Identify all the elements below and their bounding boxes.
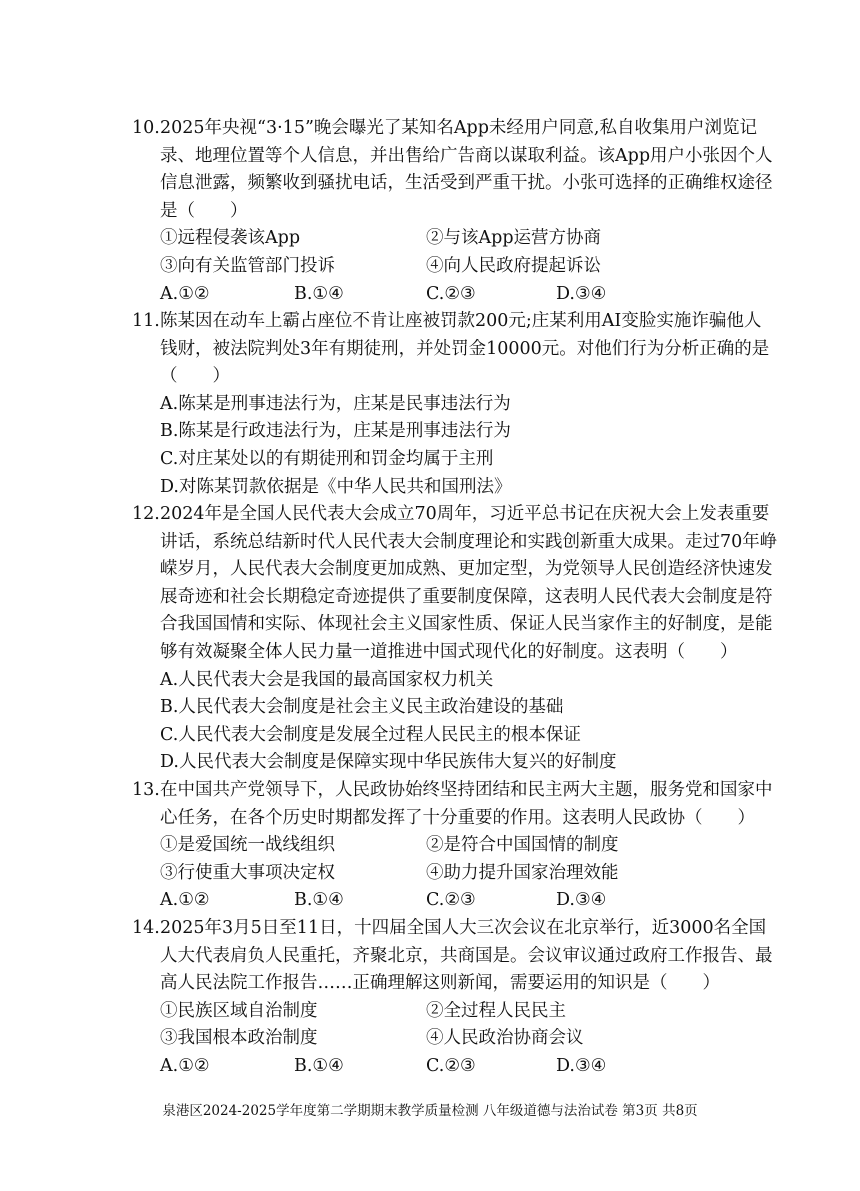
choice-d: D.③④	[556, 890, 607, 911]
question-number: 14.	[132, 918, 160, 938]
question-stem-line: 信息泄露，频繁收到骚扰电话，生活受到严重干扰。小张可选择的正确维权途径	[160, 173, 773, 194]
question-stem-line: 录、地理位置等个人信息，并出售给广告商以谋取利益。该App用户小张因个人	[160, 145, 773, 166]
choice-c: C.②③	[426, 283, 476, 304]
question-14	[132, 915, 822, 1081]
option-c: C.对庄某处以的有期徒刑和罚金均属于主刑	[160, 448, 494, 469]
question-stem-line: 2024年是全国人民代表大会成立70周年，习近平总书记在庆祝大会上发表重要	[160, 504, 770, 524]
statement-item: ③向有关监管部门投诉	[160, 255, 335, 276]
question-stem-line: 钱财，被法院判处3年有期徒刑，并处罚金10000元。对他们行为分析正确的是	[160, 338, 770, 359]
question-stem-line: 嵘岁月，人民代表大会制度更加成熟、更加定型，为党领导人民创造经济快速发	[160, 559, 773, 580]
choice-b: B.①④	[294, 890, 344, 911]
question-stem-line: 2025年3月5日至11日，十四届全国人大三次会议在北京举行，近3000名全国	[160, 918, 767, 938]
statement-item: ①远程侵袭该App	[160, 228, 301, 249]
statement-row	[132, 998, 822, 1026]
choice-row	[132, 281, 822, 309]
choice-row	[132, 1053, 822, 1081]
question-stem-line: 讲话，系统总结新时代人民代表大会制度理论和实践创新重大成果。走过70年峥	[160, 531, 778, 552]
question-number: 10.	[132, 118, 160, 138]
choice-a: A.①②	[160, 890, 210, 911]
question-number: 11.	[132, 311, 160, 331]
question-13	[132, 777, 822, 915]
question-stem-line: 够有效凝聚全体人民力量一道推进中国式现代化的好制度。这表明（ ）	[160, 641, 738, 662]
statement-item: ③我国根本政治制度	[160, 1028, 318, 1049]
choice-b: B.①④	[294, 1055, 344, 1076]
question-12	[132, 501, 822, 777]
statement-row	[132, 1025, 822, 1053]
question-stem-line: 在中国共产党领导下，人民政协始终坚持团结和民主两大主题，服务党和国家中	[160, 780, 773, 800]
choice-c: C.②③	[426, 1055, 476, 1076]
question-stem-line: 是（ ）	[160, 200, 248, 221]
statement-item: ④人民政治协商会议	[426, 1028, 584, 1049]
option-c: C.人民代表大会制度是发展全过程人民民主的根本保证	[160, 724, 581, 745]
question-stem-line: 合我国国情和实际、体现社会主义国家性质、保证人民当家作主的好制度，是能	[160, 614, 773, 635]
statement-item: ④助力提升国家治理效能	[426, 862, 619, 883]
statement-item: ①民族区域自治制度	[160, 1000, 318, 1021]
statement-item: ③行使重大事项决定权	[160, 862, 335, 883]
question-stem-line: 展奇迹和社会长期稳定奇迹提供了重要制度保障，这表明人民代表大会制度是符	[160, 586, 773, 607]
choice-b: B.①④	[294, 283, 344, 304]
question-stem-line: 人大代表肩负人民重托，齐聚北京，共商国是。会议审议通过政府工作报告、最	[160, 945, 773, 966]
option-b: B.陈某是行政违法行为，庄某是刑事违法行为	[160, 421, 511, 442]
page-footer: 泉港区2024-2025学年度第二学期期末教学质量检测 八年级道德与法治试卷 第3页 共8页	[162, 1103, 698, 1119]
statement-item: ④向人民政府提起诉讼	[426, 255, 601, 276]
question-10	[132, 115, 822, 308]
question-stem-line: 陈某因在动车上霸占座位不肯让座被罚款200元;庄某利用AI变脸实施诈骗他人	[160, 311, 762, 331]
option-d: D.人民代表大会制度是保障实现中华民族伟大复兴的好制度	[160, 752, 617, 773]
statement-item: ②全过程人民民主	[426, 1000, 566, 1021]
question-stem-line: 心任务，在各个历史时期都发挥了十分重要的作用。这表明人民政协（ ）	[160, 807, 755, 828]
statement-item: ②是符合中国国情的制度	[426, 835, 619, 856]
choice-c: C.②③	[426, 890, 476, 911]
choice-a: A.①②	[160, 1055, 210, 1076]
statement-row	[132, 225, 822, 253]
statement-row	[132, 253, 822, 281]
option-a: A.人民代表大会是我国的最高国家权力机关	[160, 669, 494, 690]
option-b: B.人民代表大会制度是社会主义民主政治建设的基础	[160, 697, 564, 718]
statement-row	[132, 832, 822, 860]
option-a: A.陈某是刑事违法行为，庄某是民事违法行为	[160, 393, 511, 414]
choice-d: D.③④	[556, 1055, 607, 1076]
statement-row	[132, 860, 822, 888]
question-number: 12.	[132, 504, 160, 524]
question-stem-line: （ ）	[160, 366, 230, 387]
question-11	[132, 308, 822, 501]
question-stem-line: 2025年央视“3·15”晚会曝光了某知名App未经用户同意,私自收集用户浏览记	[160, 118, 757, 138]
question-stem-line: 高人民法院工作报告……正确理解这则新闻，需要运用的知识是（ ）	[160, 973, 720, 994]
choice-row	[132, 887, 822, 915]
statement-item: ①是爱国统一战线组织	[160, 835, 335, 856]
option-d: D.对陈某罚款依据是《中华人民共和国刑法》	[160, 476, 512, 497]
choice-a: A.①②	[160, 283, 210, 304]
choice-d: D.③④	[556, 283, 607, 304]
statement-item: ②与该App运营方协商	[426, 228, 602, 249]
question-number: 13.	[132, 780, 160, 800]
